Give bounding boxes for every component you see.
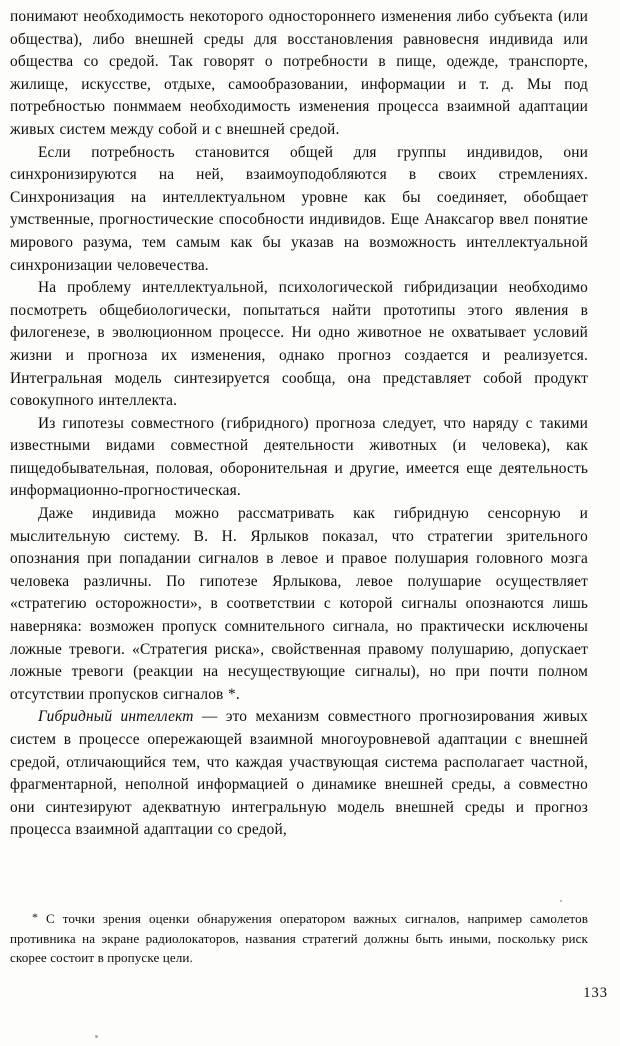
paragraph-definition xyxy=(10,706,588,842)
footnote-text: С точки зрения оценки обнаружения оператором важных сигналов, например самолетов противника на экране радиолокаторов, названия стратегий должны быть иными, поскольку риск скорее состоит в пропуске цели. xyxy=(10,911,588,966)
scan-speck xyxy=(95,1035,98,1038)
scan-speck xyxy=(560,900,562,902)
definition-text: — это механизм совместного прогнозирования живых систем в процессе опережающей взаимной многоуровневой адаптации с внешней средой, отличающийся тем, что каждая участвующая система располагает частной, фрагментарной, неполной информацией о динамике внешней среды, а совместно они синтезируют адекватную интегральную модель внешней среды и прогноз процесса взаимной адаптации со средой, xyxy=(10,708,589,839)
paragraph: Если потребность становится общей для группы индивидов, они синхронизируются на ней, взаимоуподобляются в своих стремлениях. Синхронизация на интеллектуальном уровне как бы соединяет, обобщает умственные, прогностические способности индивидов. Еще Анаксагор ввел понятие мирового разума, тем самым как бы указав на возможность интеллектуальной синхронизации человечества. xyxy=(10,143,588,274)
page-number: 133 xyxy=(583,985,608,1001)
paragraph: Из гипотезы совместного (гибридного) прогноза следует, что наряду с такими известными видами совместной деятельности животных (и человека), как пищедобывательная, половая, оборонительная и другие, имеется еще деятельность информационно-прогностическая. xyxy=(10,414,588,500)
footnote-marker: * xyxy=(32,910,39,924)
paragraph: Даже индивида можно рассматривать как гибридную сенсорную и мыслительную систему. В. Н. Ярлыков показал, что стратегии зрительного опознания при попадании сигналов в левое и правое полушария головного мозга человека различны. По гипотезе Ярлыкова, левое полушарие осуществляет «стратегию осторожности», в соответствии с которой сигналы опознаются лишь наверняка: возможен пропуск сомнительного сигнала, но практически исключены ложные тревоги. «Стратегия риска», свойственная правому полушарию, допускает ложные тревоги (реакции на несуществующие сигналы), но при почти полном отсутствии пропусков сигналов *. xyxy=(10,505,588,703)
paragraph: понимают необходимость некоторого одностороннего изменения либо субъекта (или общества), либо внешней среды для восстановления равновесня индивида или общества со средой. Так говорят о потребности в пище, одежде, транспорте, жилище, искусстве, отдыхе, самообразовании, информации и т. д. Мы под потребностью понммаем необходимость изменения процесса взаимной адаптации живых систем между собой и с внешней средой. xyxy=(10,8,588,138)
paragraph: На проблему интеллектуальной, психологической гибридизации необходимо посмотреть общебиологически, попытаться найти прототипы этого явления в филогенезе, в эволюционном процессе. Ни одно животное не охватывает условий жизни и прогноза их изменения, однако прогноз создается и реализуется. Интегральная модель синтезируется сообща, она представляет собой продукт совокупного интеллекта. xyxy=(10,279,588,410)
footnote xyxy=(10,908,588,968)
footnote-block xyxy=(10,908,588,968)
page-body xyxy=(10,6,588,842)
definition-term: Гибридный интеллект xyxy=(38,708,194,726)
